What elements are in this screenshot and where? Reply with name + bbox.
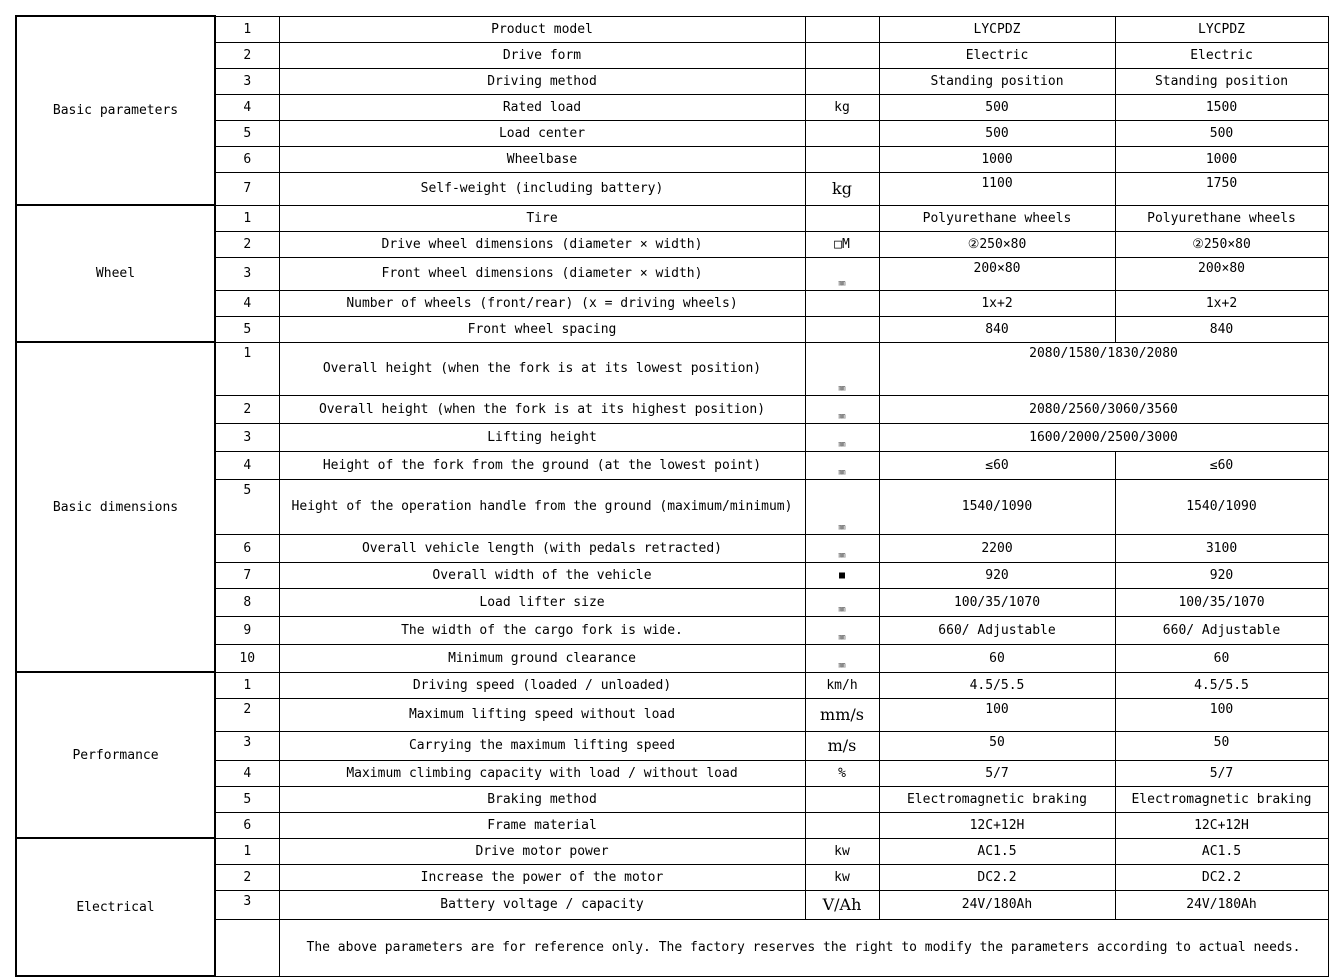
item-name: Driving speed (loaded / unloaded)	[279, 672, 805, 698]
table-row	[16, 672, 1328, 698]
value-cell-model-1: Electromagnetic braking	[879, 786, 1115, 812]
item-name: Front wheel dimensions (diameter × width)	[279, 257, 805, 290]
value-cell-model-1: 4.5/5.5	[879, 672, 1115, 698]
value-cell-model-2: ②250×80	[1115, 231, 1328, 257]
item-name: Driving method	[279, 68, 805, 94]
row-number: 4	[215, 94, 279, 120]
value-cell-model-1: AC1.5	[879, 838, 1115, 864]
value-cell-model-1: LYCPDZ	[879, 16, 1115, 42]
value-cell-model-2: 60	[1115, 644, 1328, 672]
item-name: Increase the power of the motor	[279, 864, 805, 890]
value-cell-model-1: 500	[879, 94, 1115, 120]
disclaimer-note: The above parameters are for reference only. The factory reserves the right to modify the parameters according to actual needs.	[279, 919, 1328, 976]
value-cell-model-1: ②250×80	[879, 231, 1115, 257]
unit-cell: ■	[805, 562, 879, 588]
value-cell-model-2: 500	[1115, 120, 1328, 146]
item-name: Product model	[279, 16, 805, 42]
section-title-basic-parameters: Basic parameters	[16, 16, 215, 205]
value-cell-model-1: Polyurethane wheels	[879, 205, 1115, 231]
table-row	[16, 205, 1328, 231]
unit-cell: ㎜	[805, 616, 879, 644]
unit-cell: km/h	[805, 672, 879, 698]
item-name: The width of the cargo fork is wide.	[279, 616, 805, 644]
value-cell-model-2: ≤60	[1115, 451, 1328, 479]
row-number-empty	[215, 919, 279, 976]
row-number: 2	[215, 231, 279, 257]
row-number: 2	[215, 698, 279, 731]
value-cell-model-1: 1100	[879, 172, 1115, 205]
item-name: Lifting height	[279, 423, 805, 451]
unit-cell	[805, 786, 879, 812]
unit-cell: ㎜	[805, 451, 879, 479]
unit-cell	[805, 290, 879, 316]
unit-cell	[805, 42, 879, 68]
value-cell-model-2: 12C+12H	[1115, 812, 1328, 838]
table-row	[16, 342, 1328, 395]
item-name: Load center	[279, 120, 805, 146]
row-number: 8	[215, 588, 279, 616]
unit-cell	[805, 68, 879, 94]
value-cell-model-1: DC2.2	[879, 864, 1115, 890]
value-cell-merged: 2080/2560/3060/3560	[879, 395, 1328, 423]
row-number: 3	[215, 890, 279, 919]
value-cell-merged: 1600/2000/2500/3000	[879, 423, 1328, 451]
item-name: Battery voltage / capacity	[279, 890, 805, 919]
unit-cell: kg	[805, 94, 879, 120]
value-cell-model-1: 1000	[879, 146, 1115, 172]
value-cell-model-2: 920	[1115, 562, 1328, 588]
item-name: Drive form	[279, 42, 805, 68]
value-cell-model-2: AC1.5	[1115, 838, 1328, 864]
unit-cell: □M	[805, 231, 879, 257]
value-cell-model-2: 1500	[1115, 94, 1328, 120]
unit-cell: kw	[805, 864, 879, 890]
unit-cell: ㎜	[805, 588, 879, 616]
item-name: Frame material	[279, 812, 805, 838]
item-name: Height of the fork from the ground (at the lowest point)	[279, 451, 805, 479]
value-cell-model-1: 100	[879, 698, 1115, 731]
row-number: 4	[215, 451, 279, 479]
row-number: 1	[215, 838, 279, 864]
row-number: 5	[215, 120, 279, 146]
value-cell-model-1: 1540/1090	[879, 479, 1115, 534]
unit-cell: %	[805, 760, 879, 786]
item-name: Self-weight (including battery)	[279, 172, 805, 205]
value-cell-model-2: 1540/1090	[1115, 479, 1328, 534]
value-cell-model-2: 50	[1115, 731, 1328, 760]
value-cell-model-2: Polyurethane wheels	[1115, 205, 1328, 231]
unit-cell: ㎜	[805, 342, 879, 395]
unit-cell: mm/s	[805, 698, 879, 731]
value-cell-model-1: 2200	[879, 534, 1115, 562]
section-title-wheel: Wheel	[16, 205, 215, 342]
unit-cell: ㎜	[805, 644, 879, 672]
row-number: 7	[215, 172, 279, 205]
unit-cell: kg	[805, 172, 879, 205]
value-cell-merged: 2080/1580/1830/2080	[879, 342, 1328, 395]
table-row	[16, 838, 1328, 864]
section-title-performance: Performance	[16, 672, 215, 838]
row-number: 9	[215, 616, 279, 644]
row-number: 6	[215, 812, 279, 838]
item-name: Carrying the maximum lifting speed	[279, 731, 805, 760]
value-cell-model-2: LYCPDZ	[1115, 16, 1328, 42]
row-number: 6	[215, 146, 279, 172]
unit-cell: V/Ah	[805, 890, 879, 919]
row-number: 2	[215, 864, 279, 890]
value-cell-model-1: 100/35/1070	[879, 588, 1115, 616]
item-name: Load lifter size	[279, 588, 805, 616]
item-name: Height of the operation handle from the ground (maximum/minimum)	[279, 479, 805, 534]
row-number: 10	[215, 644, 279, 672]
value-cell-model-1: ≤60	[879, 451, 1115, 479]
item-name: Drive motor power	[279, 838, 805, 864]
row-number: 1	[215, 672, 279, 698]
unit-cell: ㎜	[805, 395, 879, 423]
value-cell-model-1: 60	[879, 644, 1115, 672]
item-name: Wheelbase	[279, 146, 805, 172]
spec-table	[15, 15, 1329, 977]
row-number: 3	[215, 423, 279, 451]
value-cell-model-2: Standing position	[1115, 68, 1328, 94]
row-number: 5	[215, 786, 279, 812]
value-cell-model-2: 5/7	[1115, 760, 1328, 786]
row-number: 1	[215, 205, 279, 231]
item-name: Overall height (when the fork is at its lowest position)	[279, 342, 805, 395]
value-cell-model-1: 200×80	[879, 257, 1115, 290]
row-number: 2	[215, 395, 279, 423]
value-cell-model-1: Standing position	[879, 68, 1115, 94]
value-cell-model-2: 1x+2	[1115, 290, 1328, 316]
value-cell-model-1: 1x+2	[879, 290, 1115, 316]
value-cell-model-2: 24V/180Ah	[1115, 890, 1328, 919]
unit-cell	[805, 316, 879, 342]
value-cell-model-2: Electromagnetic braking	[1115, 786, 1328, 812]
value-cell-model-1: 500	[879, 120, 1115, 146]
unit-cell	[805, 812, 879, 838]
item-name: Front wheel spacing	[279, 316, 805, 342]
row-number: 7	[215, 562, 279, 588]
unit-cell: ㎜	[805, 423, 879, 451]
section-title-electrical: Electrical	[16, 838, 215, 976]
value-cell-model-1: 12C+12H	[879, 812, 1115, 838]
item-name: Maximum climbing capacity with load / without load	[279, 760, 805, 786]
row-number: 5	[215, 316, 279, 342]
unit-cell: m/s	[805, 731, 879, 760]
value-cell-model-1: Electric	[879, 42, 1115, 68]
value-cell-model-2: 1000	[1115, 146, 1328, 172]
unit-cell: ㎜	[805, 479, 879, 534]
row-number: 3	[215, 731, 279, 760]
item-name: Tire	[279, 205, 805, 231]
item-name: Number of wheels (front/rear) (x = driving wheels)	[279, 290, 805, 316]
row-number: 5	[215, 479, 279, 534]
value-cell-model-2: 840	[1115, 316, 1328, 342]
row-number: 3	[215, 257, 279, 290]
value-cell-model-2: 4.5/5.5	[1115, 672, 1328, 698]
value-cell-model-2: 100/35/1070	[1115, 588, 1328, 616]
section-title-basic-dimensions: Basic dimensions	[16, 342, 215, 672]
unit-cell	[805, 120, 879, 146]
item-name: Overall width of the vehicle	[279, 562, 805, 588]
value-cell-model-2: 1750	[1115, 172, 1328, 205]
value-cell-model-2: 200×80	[1115, 257, 1328, 290]
unit-cell	[805, 146, 879, 172]
row-number: 3	[215, 68, 279, 94]
table-row	[16, 16, 1328, 42]
value-cell-model-1: 50	[879, 731, 1115, 760]
value-cell-model-1: 5/7	[879, 760, 1115, 786]
row-number: 4	[215, 290, 279, 316]
unit-cell: ㎜	[805, 534, 879, 562]
item-name: Braking method	[279, 786, 805, 812]
unit-cell	[805, 16, 879, 42]
unit-cell: ㎜	[805, 257, 879, 290]
value-cell-model-1: 24V/180Ah	[879, 890, 1115, 919]
value-cell-model-2: 100	[1115, 698, 1328, 731]
unit-cell	[805, 205, 879, 231]
item-name: Minimum ground clearance	[279, 644, 805, 672]
value-cell-model-1: 840	[879, 316, 1115, 342]
item-name: Rated load	[279, 94, 805, 120]
row-number: 4	[215, 760, 279, 786]
unit-cell: kw	[805, 838, 879, 864]
value-cell-model-2: Electric	[1115, 42, 1328, 68]
value-cell-model-1: 660/ Adjustable	[879, 616, 1115, 644]
row-number: 6	[215, 534, 279, 562]
row-number: 1	[215, 16, 279, 42]
item-name: Drive wheel dimensions (diameter × width)	[279, 231, 805, 257]
row-number: 2	[215, 42, 279, 68]
value-cell-model-2: DC2.2	[1115, 864, 1328, 890]
row-number: 1	[215, 342, 279, 395]
value-cell-model-2: 3100	[1115, 534, 1328, 562]
value-cell-model-1: 920	[879, 562, 1115, 588]
item-name: Maximum lifting speed without load	[279, 698, 805, 731]
item-name: Overall vehicle length (with pedals retracted)	[279, 534, 805, 562]
item-name: Overall height (when the fork is at its highest position)	[279, 395, 805, 423]
value-cell-model-2: 660/ Adjustable	[1115, 616, 1328, 644]
